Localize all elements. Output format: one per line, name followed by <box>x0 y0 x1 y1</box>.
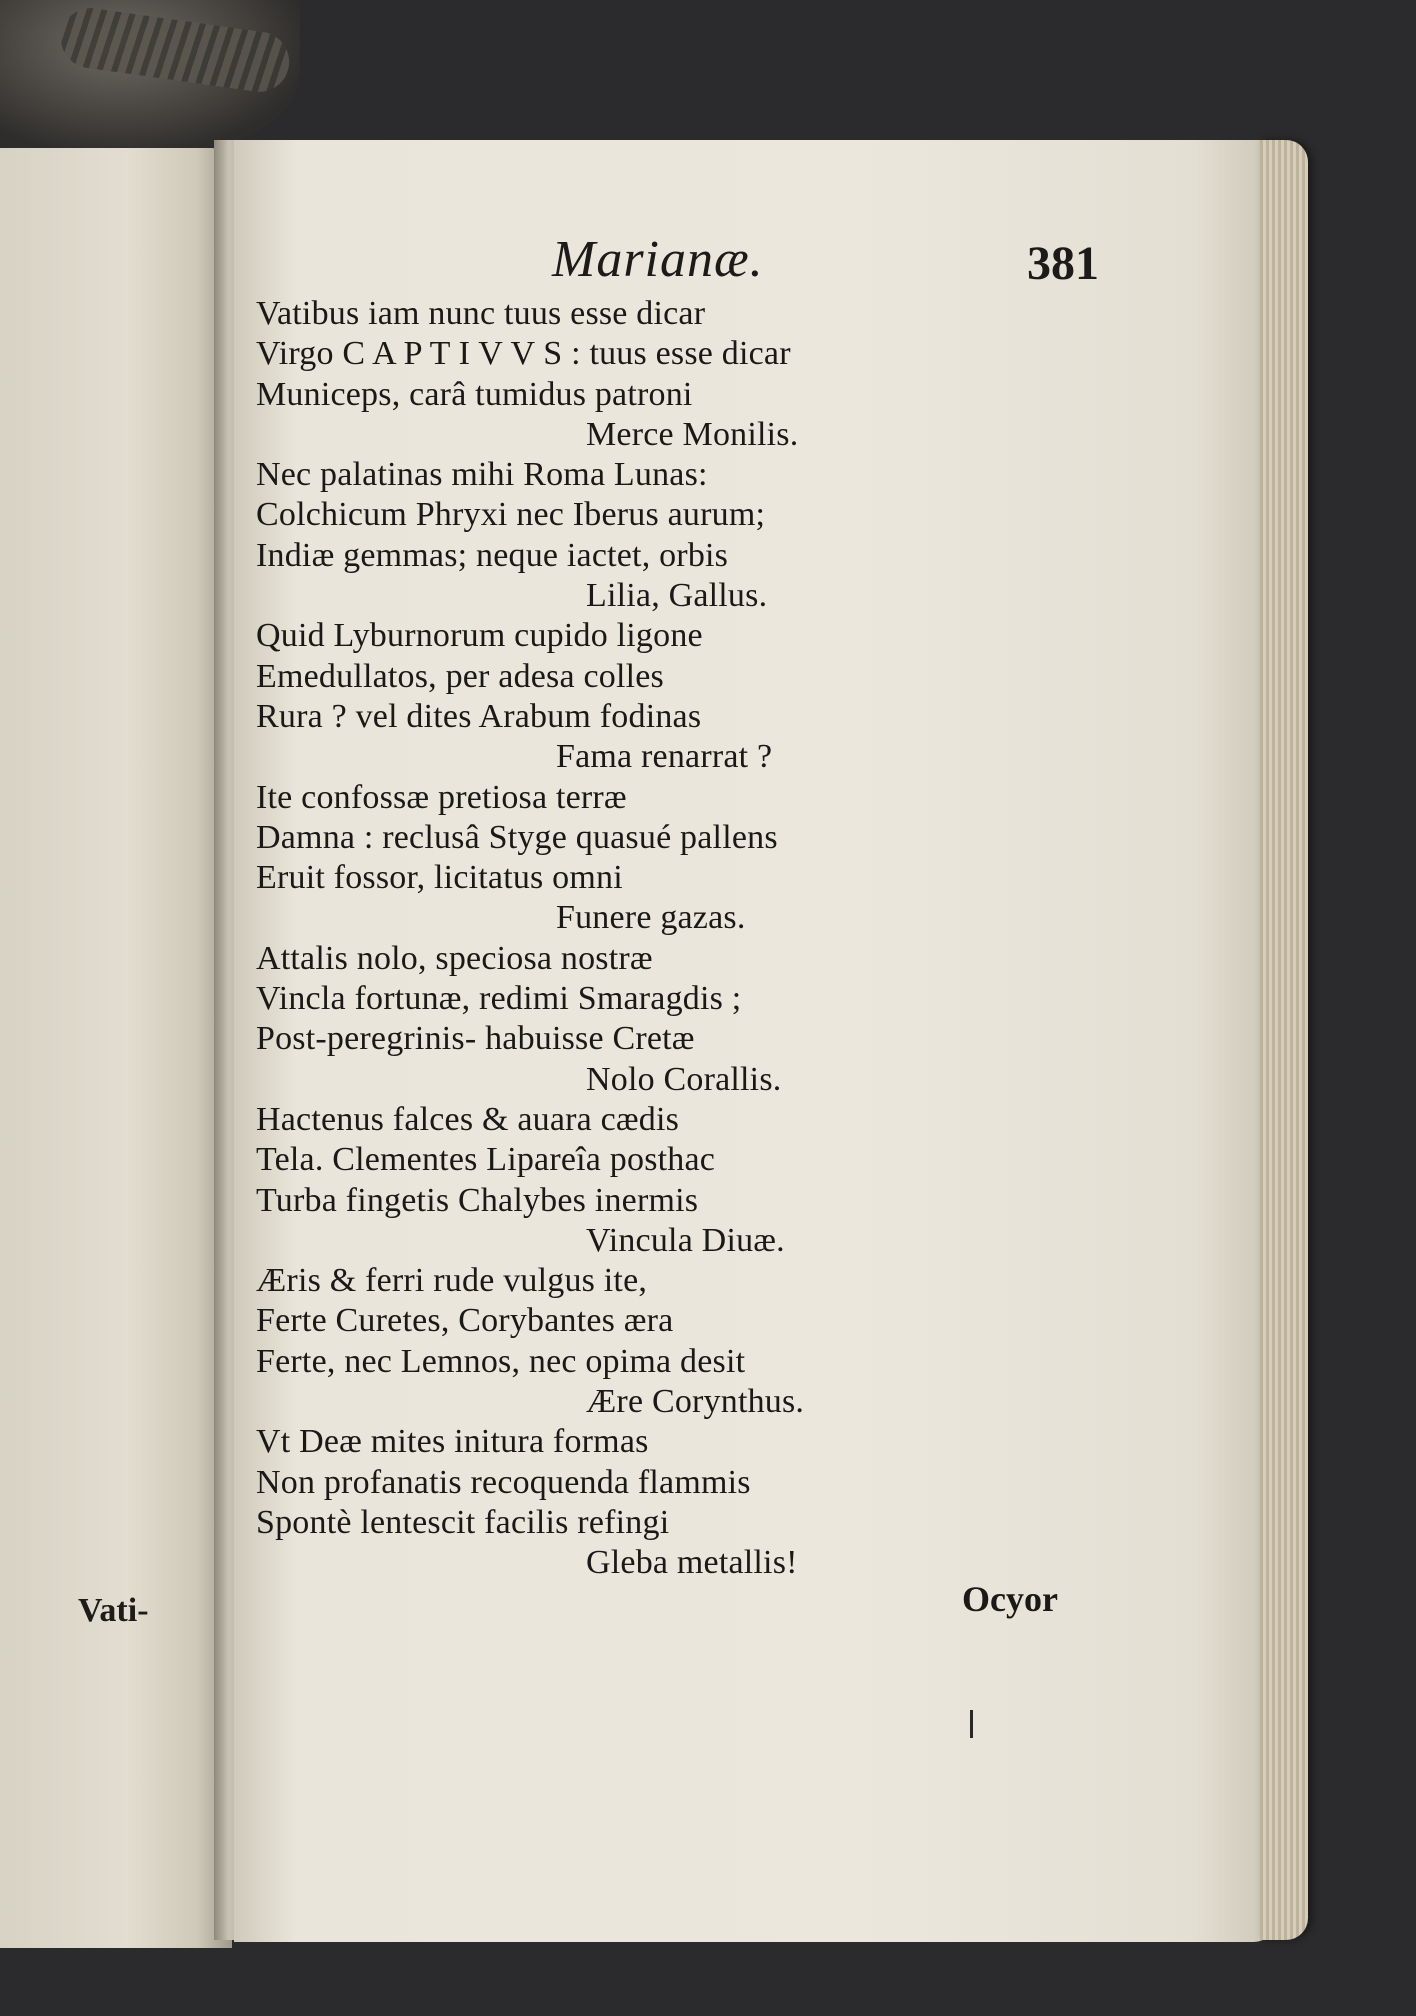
verse-line: Attalis nolo, speciosa nostræ <box>256 939 653 977</box>
verse-line: Indiæ gemmas; neque iactet, orbis <box>256 536 729 574</box>
ink-mark <box>970 1710 973 1738</box>
adonic-line: Funere gazas. <box>556 899 746 937</box>
verse-line: Municeps, carâ tumidus patroni <box>256 375 693 413</box>
verse-line: Ite confossæ pretiosa terræ <box>256 778 627 816</box>
verse-line: Virgo C A P T I V V S : tuus esse dicar <box>256 335 791 373</box>
verse-line: Nec palatinas mihi Roma Lunas: <box>256 456 708 494</box>
page-number: 381 <box>1027 237 1099 290</box>
left-page-catchword: Vati- <box>78 1592 149 1629</box>
adonic-line: Vincula Diuæ. <box>586 1221 785 1259</box>
adonic-line: Lilia, Gallus. <box>586 577 768 615</box>
verse-line: Vatibus iam nunc tuus esse dicar <box>256 295 706 332</box>
adonic-line: Nolo Corallis. <box>586 1060 782 1098</box>
left-page <box>0 148 232 1948</box>
verse-line: Rura ? vel dites Arabum fodinas <box>256 697 702 735</box>
verse-line: Hactenus falces & auara cædis <box>256 1100 680 1138</box>
binding-cord <box>0 0 300 150</box>
verse-line: Post-peregrinis- habuisse Cretæ <box>256 1020 695 1058</box>
verse-block <box>256 294 1016 1584</box>
verse-line: Vt Deæ mites initura formas <box>256 1423 649 1461</box>
verse-line: Tela. Clementes Lipareîa posthac <box>256 1141 716 1179</box>
page-edges <box>1260 140 1308 1940</box>
verse-line: Damna : reclusâ Styge quasué pallens <box>256 818 778 856</box>
verse-line: Æris & ferri rude vulgus ite, <box>256 1262 648 1300</box>
verse-line: Vincla fortunæ, redimi Smaragdis ; <box>256 980 742 1018</box>
adonic-line: Merce Monilis. <box>586 415 799 453</box>
verse-line: Non profanatis recoquenda flammis <box>256 1463 751 1501</box>
verse-line: Ferte, nec Lemnos, nec opima desit <box>256 1342 746 1380</box>
headband <box>57 4 293 95</box>
catchword: Ocyor <box>962 1579 1058 1619</box>
verse-line: Ferte Curetes, Corybantes æra <box>256 1302 674 1340</box>
verse-line: Eruit fossor, licitatus omni <box>256 859 623 897</box>
verse-line: Colchicum Phryxi nec Iberus aurum; <box>256 496 766 534</box>
verse-line: Spontè lentescit facilis refingi <box>256 1503 670 1541</box>
adonic-line: Ære Corynthus. <box>586 1383 805 1421</box>
running-head: Marianæ. <box>552 231 764 288</box>
verse-line: Quid Lyburnorum cupido ligone <box>256 617 703 655</box>
verse-line: Turba fingetis Chalybes inermis <box>256 1181 699 1219</box>
verse-line: Emedullatos, per adesa colles <box>256 657 664 695</box>
adonic-line: Fama renarrat ? <box>556 738 773 776</box>
adonic-line: Gleba metallis! <box>586 1544 798 1582</box>
